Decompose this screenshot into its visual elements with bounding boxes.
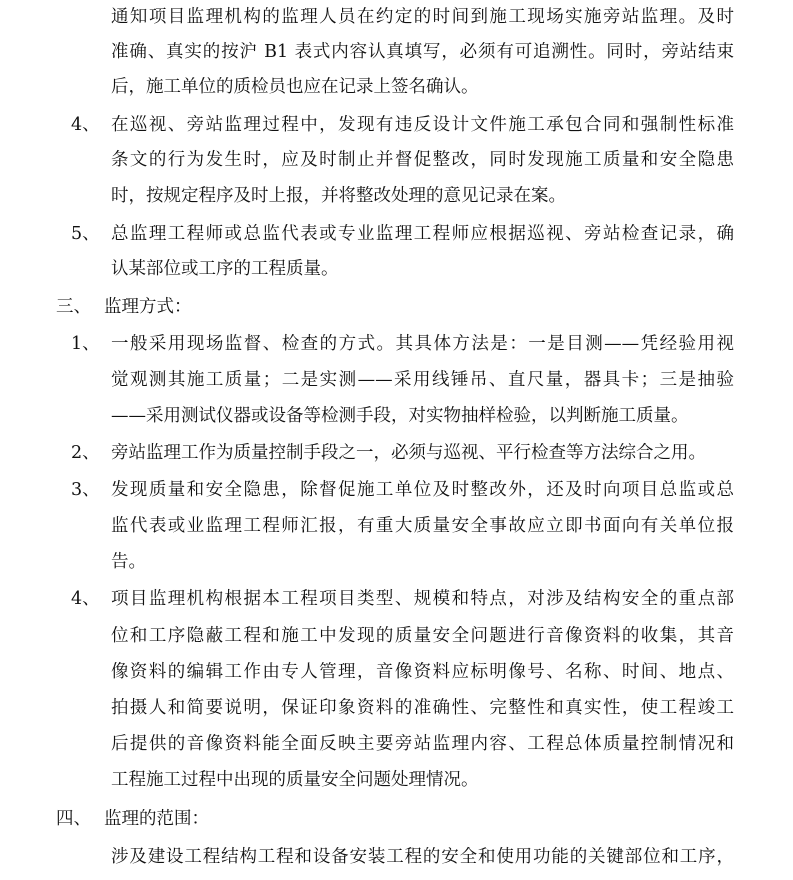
item-number: 2、: [71, 443, 100, 463]
line-text: 条文的行为发生时，应及时制止并督促整改，同时发现施工质量和安全隐患: [111, 150, 734, 170]
section-number: 三、: [56, 297, 91, 317]
line-text: 在巡视、旁站监理过程中，发现有违反设计文件施工承包合同和强制性标准: [111, 115, 734, 135]
line-text: 认某部位或工序的工程质量。: [111, 259, 339, 279]
line-text: 觉观测其施工质量；二是实测——采用线锤吊、直尺量，器具卡；三是抽验: [111, 370, 734, 390]
section-title: 监理方式：: [104, 297, 192, 317]
line-text: 监代表或业监理工程师汇报，有重大质量安全事故应立即书面向有关单位报: [111, 516, 734, 536]
line-text: 一般采用现场监督、检查的方式。其具体方法是：一是目测——凭经验用视: [111, 334, 734, 354]
line-text: 旁站监理工作为质量控制手段之一，必须与巡视、平行检查等方法综合之用。: [111, 443, 706, 463]
item-number: 4、: [71, 115, 100, 135]
item-number: 3、: [71, 480, 100, 500]
line-text: 发现质量和安全隐患，除督促施工单位及时整改外，还及时向项目总监或总: [111, 480, 734, 500]
line-text: 时，按规定程序及时上报，并将整改处理的意见记录在案。: [111, 186, 566, 206]
item-number: 1、: [71, 334, 100, 354]
item-number: 4、: [71, 589, 100, 609]
line-text: 通知项目监理机构的监理人员在约定的时间到施工现场实施旁站监理。及时: [111, 7, 734, 27]
line-text: 总监理工程师或总监代表或专业监理工程师应根据巡视、旁站检查记录，确: [111, 224, 734, 244]
line-text: 拍摄人和简要说明，保证印象资料的准确性、完整性和真实性，使工程竣工: [111, 698, 734, 718]
item-number: 5、: [71, 224, 100, 244]
line-text: 位和工序隐蔽工程和施工中发现的质量安全问题进行音像资料的收集，其音: [111, 626, 734, 646]
line-text: 项目监理机构根据本工程项目类型、规模和特点，对涉及结构安全的重点部: [111, 589, 734, 609]
section-number: 四、: [56, 809, 91, 829]
line-text: 告。: [111, 552, 146, 572]
line-text: 后提供的音像资料能全面反映主要旁站监理内容、工程总体质量控制情况和: [111, 734, 734, 754]
line-text: 像资料的编辑工作由专人管理，音像资料应标明像号、名称、时间、地点、: [111, 662, 734, 682]
section-title: 监理的范围：: [104, 809, 209, 829]
line-text: 准确、真实的按沪 B1 表式内容认真填写，必须有可追溯性。同时，旁站结束: [111, 42, 734, 62]
line-text: ——采用测试仪器或设备等检测手段，对实物抽样检验，以判断施工质量。: [111, 406, 689, 426]
line-text: 后，施工单位的质检员也应在记录上签名确认。: [111, 77, 479, 97]
line-text: 涉及建设工程结构工程和设备安装工程的安全和使用功能的关键部位和工序，: [111, 847, 734, 867]
line-text: 工程施工过程中出现的质量安全问题处理情况。: [111, 770, 479, 790]
